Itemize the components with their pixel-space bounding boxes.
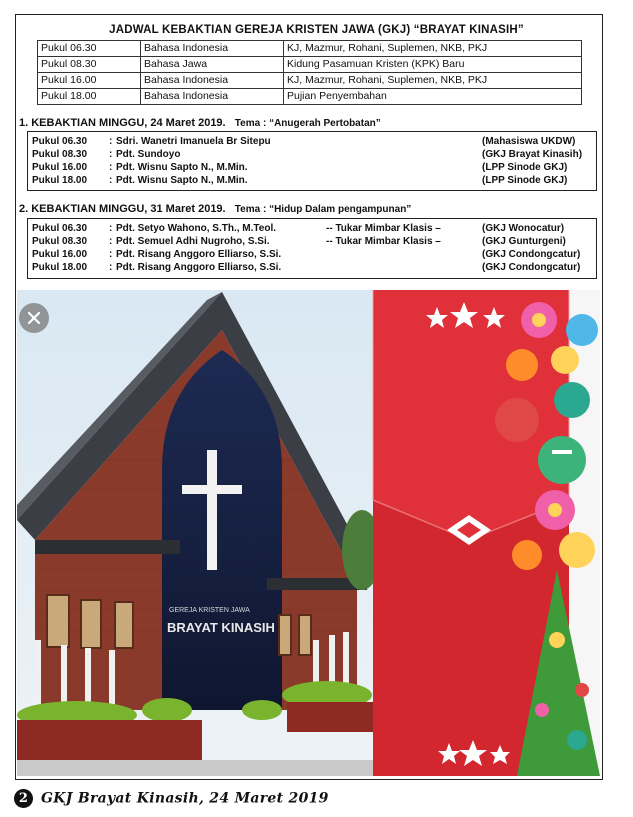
schedule-language: Bahasa Jawa [141,57,284,73]
preacher-row [32,161,592,174]
schedule-language: Bahasa Indonesia [141,73,284,89]
page-footer [14,789,329,808]
arched-window [162,350,282,710]
close-button[interactable] [19,303,49,333]
preacher-row [32,261,592,274]
section2-box [27,218,597,279]
schedule-table [37,40,582,105]
church-sign-line2: BRAYAT KINASIH [167,620,275,635]
church-sign-line1: GEREJA KRISTEN JAWA [169,607,250,614]
preacher-colon: : [109,223,113,234]
preacher-time: Pukul 06.30 [32,136,88,147]
preacher-time: Pukul 08.30 [32,236,88,247]
preacher-name: Sdri. Wanetri Imanuela Br Sitepu [116,136,271,147]
cross-icon [207,450,217,570]
preacher-row [32,235,592,248]
schedule-language: Bahasa Indonesia [141,89,284,105]
schedule-row [38,57,582,73]
schedule-songbook: KJ, Mazmur, Rohani, Suplemen, NKB, PKJ [284,41,582,57]
preacher-time: Pukul 06.30 [32,223,88,234]
schedule-row [38,73,582,89]
preacher-colon: : [109,175,113,186]
preacher-colon: : [109,136,113,147]
preacher-row [32,135,592,148]
schedule-language: Bahasa Indonesia [141,41,284,57]
footer-text: GKJ Brayat Kinasih, 24 Maret 2019 [41,790,329,807]
page-number: 2 [14,789,33,808]
preacher-time: Pukul 16.00 [32,249,88,260]
preacher-name: Pdt. Semuel Adhi Nugroho, S.Si. [116,236,270,247]
preacher-origin: (LPP Sinode GKJ) [482,175,568,186]
schedule-time: Pukul 18.00 [38,89,141,105]
schedule-songbook: KJ, Mazmur, Rohani, Suplemen, NKB, PKJ [284,73,582,89]
preacher-row [32,174,592,187]
preacher-name: Pdt. Wisnu Sapto N., M.Min. [116,175,248,186]
preacher-name: Pdt. Setyo Wahono, S.Th., M.Teol. [116,223,276,234]
section2-heading [19,203,411,215]
section2-title: 2. KEBAKTIAN MINGGU, 31 Maret 2019. [19,203,226,215]
preacher-colon: : [109,262,113,273]
close-icon [19,303,49,333]
preacher-row [32,248,592,261]
page-title: JADWAL KEBAKTIAN GEREJA KRISTEN JAWA (GKJ) “BRAYAT KINASIH” [109,24,524,36]
schedule-songbook: Kidung Pasamuan Kristen (KPK) Baru [284,57,582,73]
schedule-songbook: Pujian Penyembahan [284,89,582,105]
preacher-note: -- Tukar Mimbar Klasis – [326,236,441,247]
preacher-name: Pdt. Risang Anggoro Elliarso, S.Si. [116,262,282,273]
schedule-row [38,89,582,105]
preacher-time: Pukul 16.00 [32,162,88,173]
section1-title: 1. KEBAKTIAN MINGGU, 24 Maret 2019. [19,117,226,129]
preacher-origin: (GKJ Brayat Kinasih) [482,149,583,160]
ground [17,760,377,776]
preacher-name: Pdt. Sundoyo [116,149,181,160]
preacher-origin: (GKJ Wonocatur) [482,223,565,234]
preacher-origin: (GKJ Gunturgeni) [482,236,566,247]
section1-theme: Tema : “Anugerah Pertobatan” [234,118,381,129]
preacher-name: Pdt. Risang Anggoro Elliarso, S.Si. [116,249,282,260]
preacher-row [32,222,592,235]
church-photo-illustration [17,290,600,776]
preacher-row [32,148,592,161]
preacher-origin: (Mahasiswa UKDW) [482,136,576,147]
eave-band [35,540,180,554]
planter-wall [17,720,202,760]
schedule-time: Pukul 06.30 [38,41,141,57]
section1-box [27,131,597,191]
section1-heading [19,117,381,129]
preacher-colon: : [109,149,113,160]
preacher-colon: : [109,236,113,247]
preacher-time: Pukul 18.00 [32,175,88,186]
schedule-time: Pukul 08.30 [38,57,141,73]
preacher-origin: (GKJ Condongcatur) [482,262,581,273]
cross-bar [182,485,242,494]
preacher-time: Pukul 08.30 [32,149,88,160]
church-photo-collage [17,290,600,776]
preacher-origin: (GKJ Condongcatur) [482,249,581,260]
preacher-colon: : [109,162,113,173]
section2-theme: Tema : “Hidup Dalam pengampunan” [234,204,412,215]
preacher-time: Pukul 18.00 [32,262,88,273]
schedule-time: Pukul 16.00 [38,73,141,89]
preacher-note: -- Tukar Mimbar Klasis – [326,223,441,234]
preacher-origin: (LPP Sinode GKJ) [482,162,568,173]
schedule-row [38,41,582,57]
preacher-colon: : [109,249,113,260]
planter-wall-right [287,702,377,732]
preacher-name: Pdt. Wisnu Sapto N., M.Min. [116,162,248,173]
